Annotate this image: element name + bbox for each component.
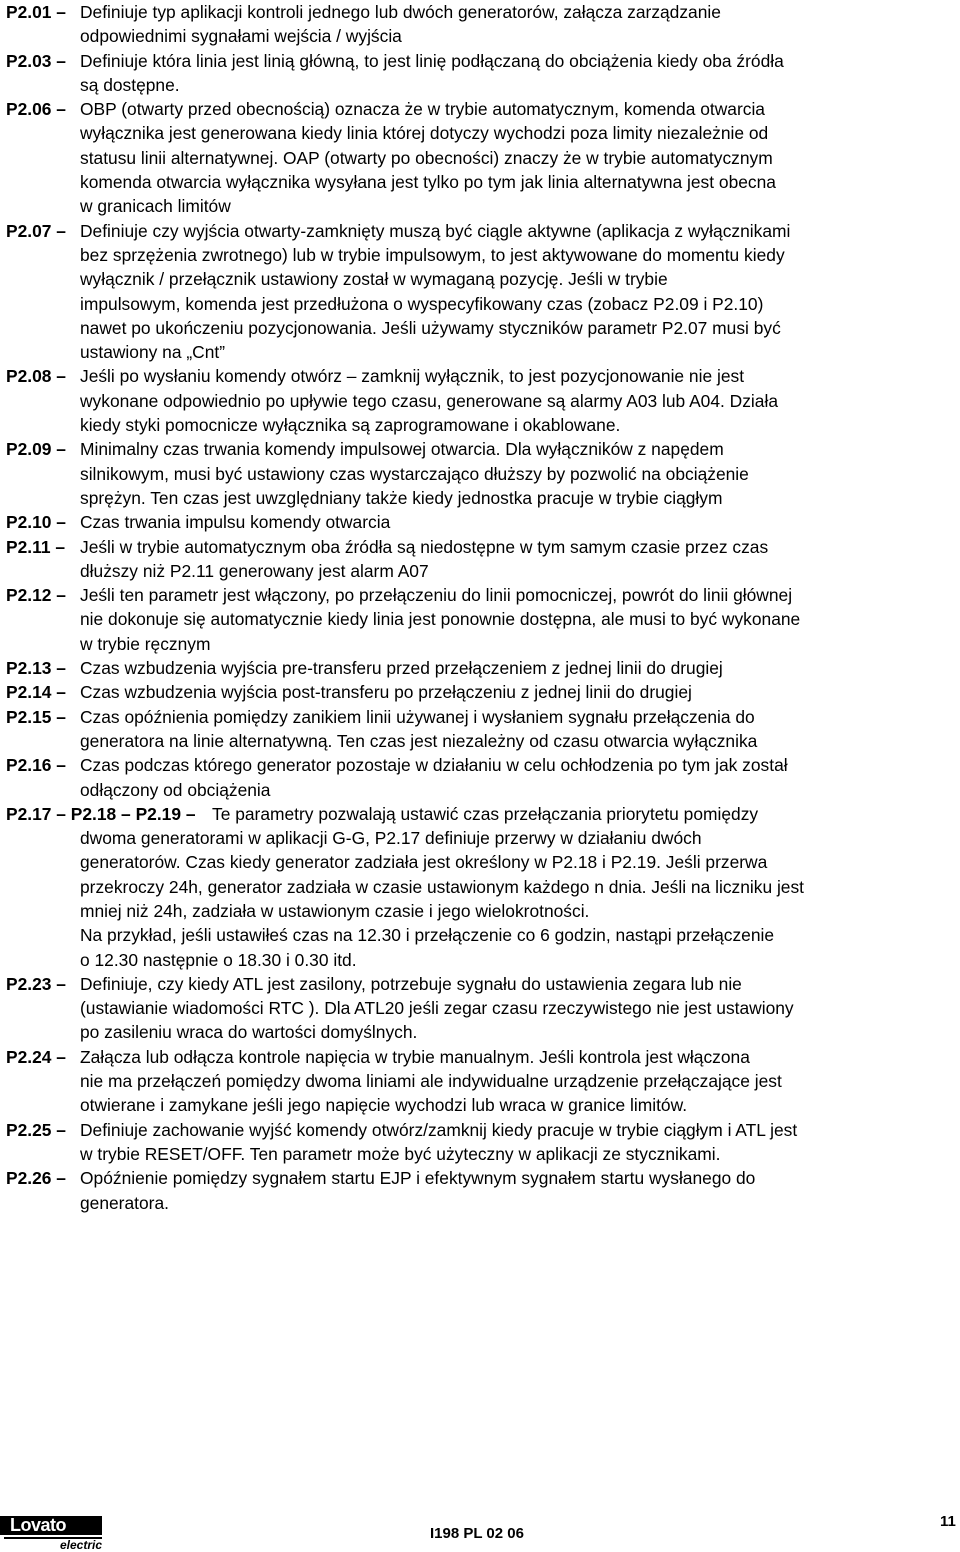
code-separator: – xyxy=(51,755,66,776)
description-line: Czas trwania impulsu komendy otwarcia xyxy=(80,512,391,533)
description-line: Opóźnienie pomiędzy sygnałem startu EJP i efektywnym sygnałem startu wysłanego do xyxy=(80,1168,756,1189)
code-separator: – xyxy=(181,803,196,824)
parameter-description xyxy=(80,972,958,1045)
description-line: generatorów. Czas kiedy generator zadziała jest określony w P2.18 i P2.19. Jeśli przerwa xyxy=(80,852,768,873)
lovato-logo xyxy=(0,1508,104,1551)
description-line: Definiuje zachowanie wyjść komendy otwórz/zamknij kiedy pracuje w trybie ciągłym i ATL jest xyxy=(80,1119,798,1140)
code-separator: – xyxy=(51,2,66,22)
description-line: odpowiednimi sygnałami wejścia / wyjścia xyxy=(80,26,402,47)
code-separator: – xyxy=(51,706,66,727)
parameter-entry xyxy=(6,49,958,98)
description-line: mniej niż 24h, zadziała w ustawionym czasie i jego wielokrotności. xyxy=(80,900,590,921)
parameter-description xyxy=(80,1045,958,1118)
parameter-description xyxy=(80,583,958,656)
code-separator: – xyxy=(51,366,66,387)
code-separator: – xyxy=(51,1046,66,1067)
code-separator: – xyxy=(51,682,66,703)
parameter-code: P2.23 – xyxy=(6,973,66,994)
description-line: nawet po ukończeniu pozycjonowania. Jeśli używamy styczników parametr P2.07 musi być xyxy=(80,317,781,338)
description-line: Minimalny czas trwania komendy impulsowej otwarcia. Dla wyłączników z napędem xyxy=(80,439,724,460)
parameter-code: P2.14 – xyxy=(6,682,66,703)
description-line: wyłącznik / przełącznik ustawiony został w wymaganą pozycję. Jeśli w trybie xyxy=(80,269,668,290)
code-separator: – xyxy=(51,512,66,533)
parameter-entry xyxy=(6,219,958,365)
code-separator: – xyxy=(50,536,66,557)
description-line: Na przykład, jeśli ustawiłeś czas na 12.30 i przełączenie co 6 godzin, nastąpi przełączenie xyxy=(80,925,775,946)
parameter-description xyxy=(80,535,958,584)
code-separator: – xyxy=(51,220,66,241)
parameter-description xyxy=(80,656,958,680)
description-line: Czas podczas którego generator pozostaje w działaniu w celu ochłodzenia po tym jak został xyxy=(80,755,788,776)
parameter-entry xyxy=(6,680,958,704)
parameter-description xyxy=(80,97,958,218)
parameter-entry xyxy=(6,583,958,656)
description-line: o 12.30 następnie o 18.30 i 0.30 itd. xyxy=(80,949,357,970)
parameter-entry xyxy=(6,535,958,584)
description-line: Definiuje typ aplikacji kontroli jednego lub dwóch generatorów, załącza zarządzanie xyxy=(80,2,721,22)
parameter-description xyxy=(80,705,958,754)
code-separator: – xyxy=(51,50,66,71)
description-line: (ustawianie wiadomości RTC ). Dla ATL20 jeśli zegar czasu rzeczywistego nie jest ustawiony xyxy=(80,998,794,1019)
description-line: Jeśli ten parametr jest włączony, po przełączeniu do linii pomocniczej, powrót do linii głównej xyxy=(80,585,793,606)
parameter-description xyxy=(80,49,958,98)
parameter-entry xyxy=(6,753,958,802)
description-line: w trybie RESET/OFF. Ten parametr może być użyteczny w aplikacji ze stycznikami. xyxy=(80,1143,721,1164)
parameter-description xyxy=(80,1166,958,1215)
parameter-code: P2.03 – xyxy=(6,50,66,71)
description-line: wykonane odpowiednio po upływie tego czasu, generowane są alarmy A03 lub A04. Działa xyxy=(80,390,779,411)
parameter-code: P2.12 – xyxy=(6,585,66,606)
code-separator: – xyxy=(51,99,66,120)
description-line: generatora. xyxy=(80,1192,169,1213)
parameter-entry xyxy=(6,0,958,49)
code-separator: – xyxy=(51,1119,66,1140)
parameter-code: P2.07 – xyxy=(6,220,66,241)
parameter-code: P2.09 – xyxy=(6,439,66,460)
parameter-description xyxy=(80,1118,958,1167)
parameter-entry xyxy=(6,1118,958,1167)
description-line: dłuższy niż P2.11 generowany jest alarm A07 xyxy=(80,560,429,581)
parameter-description xyxy=(80,510,958,534)
description-line: Jeśli po wysłaniu komendy otwórz – zamknij wyłącznik, to jest pozycjonowanie nie jest xyxy=(80,366,745,387)
description-line: wyłącznika jest generowana kiedy linia której dotyczy wychodzi poza limity niezależnie od xyxy=(80,123,769,144)
parameter-description xyxy=(80,680,958,704)
parameter-entry xyxy=(6,972,958,1045)
code-separator: – xyxy=(51,973,66,994)
description-line: po zasileniu wraca do wartości domyślnych. xyxy=(80,1022,418,1043)
parameter-description xyxy=(80,437,958,510)
description-line: generatora na linie alternatywną. Ten czas jest niezależny od czasu otwarcia wyłącznika xyxy=(80,730,758,751)
parameter-description xyxy=(80,802,958,972)
description-line: są dostępne. xyxy=(80,74,180,95)
description-line: Załącza lub odłącza kontrole napięcia w trybie manualnym. Jeśli kontrola jest włączona xyxy=(80,1046,750,1067)
description-line: nie ma przełączeń pomiędzy dwoma liniami ale indywidualne urządzenie przełączające jest xyxy=(80,1071,782,1092)
parameter-code: P2.08 – xyxy=(6,366,66,387)
parameter-entry xyxy=(6,97,958,218)
description-line: statusu linii alternatywnej. OAP (otwarty po obecności) znaczy że w trybie automatycznym xyxy=(80,147,773,168)
parameter-description xyxy=(80,219,958,365)
document-body xyxy=(6,0,958,1215)
parameter-entry xyxy=(6,705,958,754)
description-line: Definiuje która linia jest linią główną, to jest linię podłączaną do obciążenia kiedy oba źródła xyxy=(80,50,784,71)
description-line: silnikowym, musi być ustawiony czas wystarczająco dłuższy by pozwolić na obciążenie xyxy=(80,463,749,484)
parameter-entry xyxy=(6,1166,958,1215)
parameter-code: P2.25 – xyxy=(6,1119,66,1140)
description-line: OBP (otwarty przed obecnością) oznacza że w trybie automatycznym, komenda otwarcia xyxy=(80,99,765,120)
parameter-description xyxy=(80,0,958,49)
parameter-code: P2.16 – xyxy=(6,755,66,776)
description-line: odłączony od obciążenia xyxy=(80,779,271,800)
description-line: sprężyn. Ten czas jest uwzględniany także kiedy jednostka pracuje w trybie ciągłym xyxy=(80,487,723,508)
parameter-code: P2.11 – xyxy=(6,536,66,557)
parameter-code: P2.01 – xyxy=(6,2,66,22)
parameter-entry xyxy=(6,656,958,680)
code-separator: – xyxy=(51,658,66,679)
parameter-entry xyxy=(6,802,958,972)
parameter-code: P2.06 – xyxy=(6,99,66,120)
code-separator: – xyxy=(51,585,66,606)
description-line: komenda otwarcia wyłącznika wysyłana jest tylko po tym jak linia alternatywna jest obecna xyxy=(80,172,776,193)
description-line: bez sprzężenia zwrotnego) lub w trybie impulsowym, to jest aktywowane do momentu kiedy xyxy=(80,244,785,265)
parameter-code: P2.26 – xyxy=(6,1168,66,1189)
description-line: otwierane i zamykane jeśli jego napięcie wychodzi lub wraca w granice limitów. xyxy=(80,1095,688,1116)
description-line: Definiuje, czy kiedy ATL jest zasilony, potrzebuje sygnału do ustawienia zegara lub nie xyxy=(80,973,742,994)
description-line: impulsowym, komenda jest przedłużona o wyspecyfikowany czas (zobacz P2.09 i P2.10) xyxy=(80,293,764,314)
logo-wordmark: Lovato xyxy=(4,1516,102,1535)
parameter-code: P2.13 – xyxy=(6,658,66,679)
description-line: ustawiony na „Cnt” xyxy=(80,342,225,363)
code-separator: – xyxy=(51,1168,66,1189)
description-line: Czas wzbudzenia wyjścia post-transferu po przełączeniu z jednej linii do drugiej xyxy=(80,682,692,703)
parameter-entry xyxy=(6,364,958,437)
description-line: przekroczy 24h, generator zadziała w czasie ustawionym każdego n dnia. Jeśli na liczniku jest xyxy=(80,876,805,897)
description-line: w trybie ręcznym xyxy=(80,633,211,654)
document-code: I198 PL 02 06 xyxy=(430,1525,524,1542)
description-line: Czas opóźnienia pomiędzy zanikiem linii używanej i wysłaniem sygnału przełączenia do xyxy=(80,706,755,727)
description-line: w granicach limitów xyxy=(80,196,231,217)
code-separator: – xyxy=(51,439,66,460)
page-number: 11 xyxy=(940,1513,956,1530)
parameter-entry xyxy=(6,1045,958,1118)
parameter-code: P2.15 – xyxy=(6,706,66,727)
parameter-code: P2.24 – xyxy=(6,1046,66,1067)
parameter-code: P2.10 – xyxy=(6,512,66,533)
logo-subtitle: electric xyxy=(4,1537,102,1550)
parameter-description xyxy=(80,364,958,437)
description-line: Jeśli w trybie automatycznym oba źródła są niedostępne w tym samym czasie przez czas xyxy=(80,536,769,557)
parameter-code: P2.17 – P2.18 – P2.19 – xyxy=(6,803,196,824)
description-line: Definiuje czy wyjścia otwarty-zamknięty muszą być ciągle aktywne (aplikacja z wyłącznikami xyxy=(80,220,791,241)
parameter-description xyxy=(80,753,958,802)
parameter-entry xyxy=(6,510,958,534)
description-line: Czas wzbudzenia wyjścia pre-transferu przed przełączeniem z jednej linii do drugiej xyxy=(80,658,723,679)
description-line: Te parametry pozwalają ustawić czas przełączania priorytetu pomiędzy xyxy=(212,803,759,824)
description-line: kiedy styki pomocnicze wyłącznika są zaprogramowane i okablowane. xyxy=(80,415,621,436)
parameter-entry xyxy=(6,437,958,510)
description-line: nie dokonuje się automatycznie kiedy linia jest ponownie dostępna, ale musi to być wykonane xyxy=(80,609,801,630)
description-line: dwoma generatorami w aplikacji G-G, P2.17 definiuje przerwy w działaniu dwóch xyxy=(80,828,702,849)
